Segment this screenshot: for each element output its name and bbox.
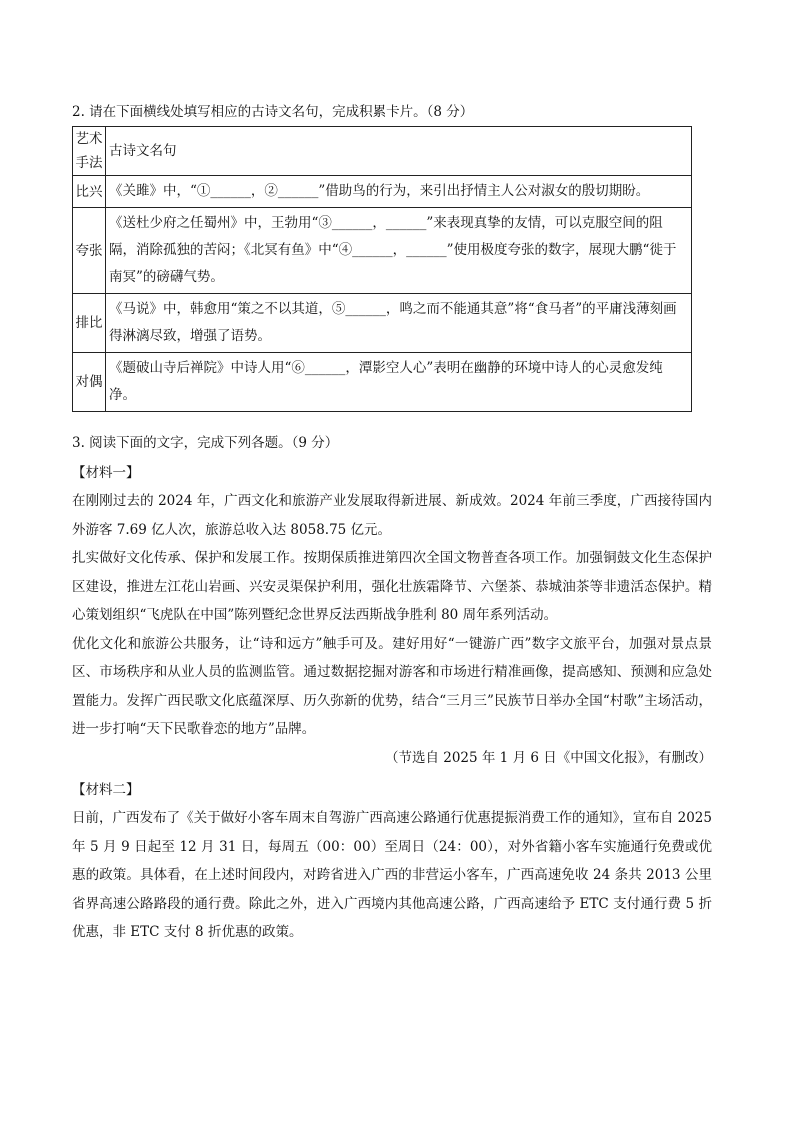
verse-cell: 《题破山寺后禅院》中诗人用“⑥______，潭影空人心”表明在幽静的环境中诗人的心灵愈发纯净。: [106, 353, 692, 412]
verse-cell: 《关雎》中，“①______，②______”借助鸟的行为，来引出抒情主人公对淑女的殷切期盼。: [106, 176, 692, 208]
table-row: [73, 294, 692, 353]
technique-cell: 夸张: [73, 208, 106, 294]
technique-cell: 对偶: [73, 353, 106, 412]
table-header-row: [73, 127, 692, 176]
question-2-title: 2. 请在下面横线处填写相应的古诗文名句，完成积累卡片。（8 分）: [72, 104, 474, 120]
material-two-paragraph: 日前，广西发布了《关于做好小客车周末自驾游广西高速公路通行优惠提振消费工作的通知》，宣布自 2025 年 5 月 9 日起至 12 月 31 日，每周五（00：00）至周日（24：00），对外省籍小客车实施通行免费或优惠的政策。具体看，在上述时间段内，对跨省进入广西的非营运小客车，广西高速免收 24 条共 2013 公里省界高速公路路段的通行费。除此之外，进入广西境内其他高速公路，广西高速给予 ETC 支付通行费 5 折优惠，非 ETC 支付 8 折优惠的政策。: [72, 810, 712, 940]
table-row: [73, 176, 692, 208]
material-one-source: （节选自 2025 年 1 月 6 日《中国文化报》，有删改）: [384, 749, 712, 766]
material-two-label: 【材料二】: [72, 782, 140, 798]
question-3-title: 3. 阅读下面的文字，完成下列各题。（9 分）: [72, 435, 339, 451]
material-one-label: 【材料一】: [72, 465, 140, 481]
material-one-paragraph: 在刚刚过去的 2024 年，广西文化和旅游产业发展取得新进展、新成效。2024 年前三季度，广西接待国内外游客 7.69 亿人次，旅游总收入达 8058.75 亿元。: [72, 493, 712, 538]
header-technique: 艺术手法: [73, 127, 106, 176]
verse-cell: 《送杜少府之任蜀州》中，王勃用“③______，______”来表现真挚的友情，可以克服空间的阻隔，消除孤独的苦闷；《北冥有鱼》中“④______，______”使用极度夸张的数字，展现大鹏“徙于南冥”的磅礴气势。: [106, 208, 692, 294]
material-one-paragraph: 优化文化和旅游公共服务，让“诗和远方”触手可及。建好用好“一键游广西”数字文旅平台，加强对景点景区、市场秩序和从业人员的监测监管。通过数据挖掘对游客和市场进行精准画像，提高感知、预测和应急处置能力。发挥广西民歌文化底蕴深厚、历久弥新的优势，结合“三月三”民族节日举办全国“村歌”主场活动，进一步打响“天下民歌眷恋的地方”品牌。: [72, 635, 712, 737]
table-row: [73, 208, 692, 294]
technique-cell: 排比: [73, 294, 106, 353]
header-verse: 古诗文名句: [106, 127, 692, 176]
exam-page: [72, 100, 712, 947]
verse-cell: 《马说》中，韩愈用“策之不以其道，⑤______，鸣之而不能通其意”将“食马者”的平庸浅薄刻画得淋漓尽致，增强了语势。: [106, 294, 692, 353]
table-row: [73, 353, 692, 412]
material-one-paragraph: 扎实做好文化传承、保护和发展工作。按期保质推进第四次全国文物普查各项工作。加强铜鼓文化生态保护区建设，推进左江花山岩画、兴安灵渠保护利用，强化壮族霜降节、六堡茶、恭城油茶等非遗活态保护。精心策划组织“飞虎队在中国”陈列暨纪念世界反法西斯战争胜利 80 周年系列活动。: [72, 550, 712, 623]
technique-cell: 比兴: [73, 176, 106, 208]
accumulation-card-table: [72, 126, 692, 412]
